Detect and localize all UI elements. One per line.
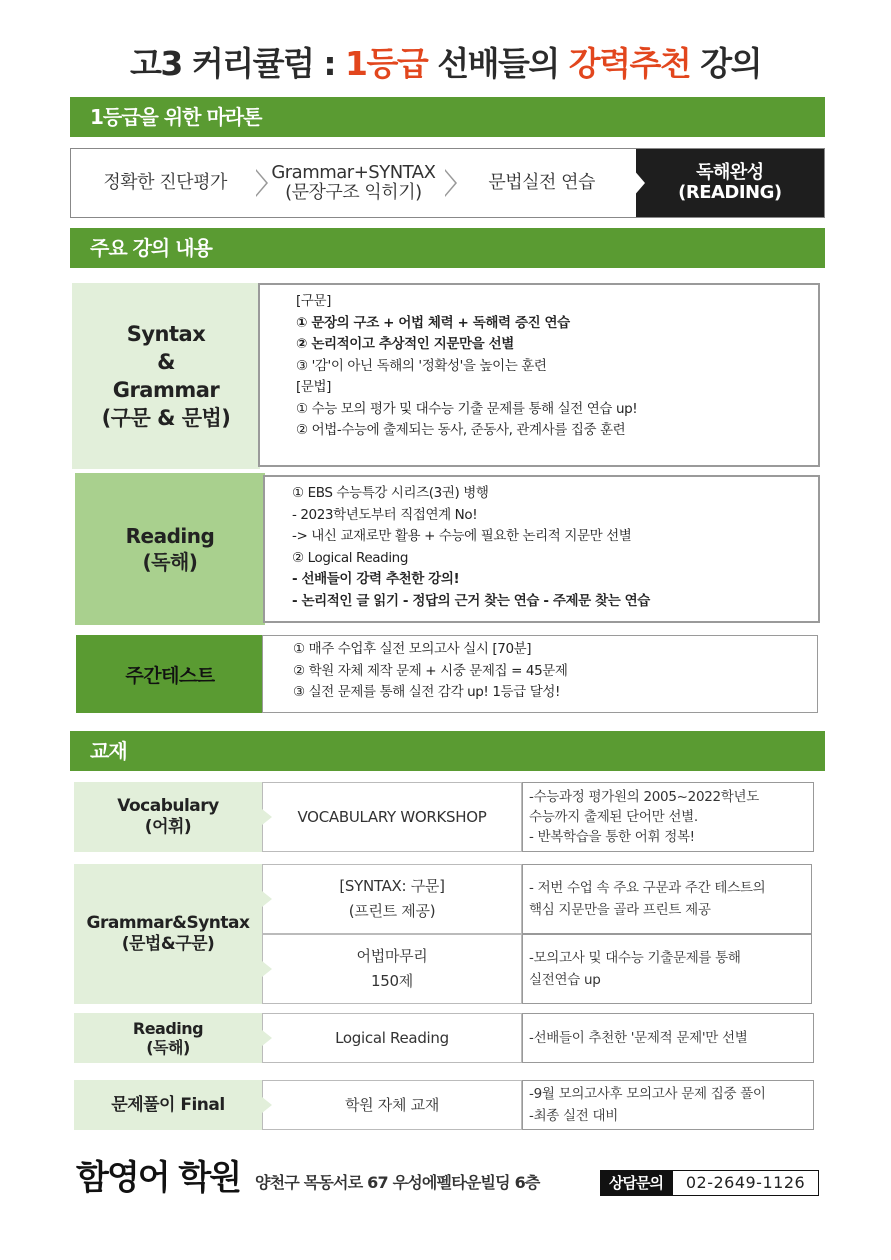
textbook-syntax-desc: - 저번 수업 속 주요 구문과 주간 테스트의 핵심 지문만을 골라 프린트 제공 [522, 864, 812, 934]
content-line: [문법] [296, 379, 332, 395]
textbook-reading-title: Logical Reading [262, 1013, 522, 1063]
label-reading: Reading (독해) [75, 473, 265, 625]
content-line: ① 문장의 구조 + 어법 체력 + 독해력 증진 연습 [296, 314, 570, 331]
textbook-label-reading: Reading (독해) [74, 1013, 262, 1063]
textbook-grammar-title: 어법마무리 150제 [262, 934, 522, 1004]
phone-number[interactable]: 02-2649-1126 [672, 1170, 819, 1196]
arrow-right-icon [262, 1097, 272, 1113]
section-bar-textbook: 교재 [70, 731, 825, 771]
content-line: ① 매주 수업후 실전 모의고사 실시 [70분] [293, 641, 532, 657]
content-line: - 2023학년도부터 직접연계 No! [292, 506, 478, 523]
content-line: ② Logical Reading [292, 549, 408, 566]
content-line: ③ '감'이 아닌 독해의 '정확성'을 높이는 훈련 [296, 357, 547, 374]
arrow-right-icon [262, 891, 272, 907]
content-line: - 논리적인 글 읽기 - 정답의 근거 찾는 연습 - 주제문 찾는 연습 [292, 592, 650, 609]
content-line: ① EBS 수능특강 시리즈(3권) 병행 [292, 485, 489, 501]
content-line: ① 수능 모의 평가 및 대수능 기출 문제를 통해 실전 연습 up! [296, 400, 638, 417]
content-line: ③ 실전 문제를 통해 실전 감각 up! 1등급 달성! [293, 684, 560, 700]
section-bar-main-content: 주요 강의 내용 [70, 228, 825, 268]
chevron-right-icon [256, 169, 268, 197]
arrow-right-icon [262, 961, 272, 977]
content-line: ② 논리적이고 추상적인 지문만을 선별 [296, 336, 514, 352]
content-syntax-grammar [258, 283, 820, 467]
step-grammar-syntax: Grammar+SYNTAX (문장구조 익히기) [259, 149, 447, 217]
arrow-right-icon [262, 1030, 272, 1046]
textbook-label-final: 문제풀이 Final [74, 1080, 262, 1130]
content-reading [263, 475, 820, 623]
content-line: [구문] [296, 293, 332, 309]
textbook-reading-desc: -선배들이 추천한 '문제적 문제'만 선별 [522, 1013, 814, 1063]
chevron-right-icon [633, 169, 645, 197]
label-syntax-grammar: Syntax & Grammar (구문 & 문법) [72, 283, 260, 469]
step-diagnosis: 정확한 진단평가 [71, 149, 259, 217]
step-grammar-practice: 문법실전 연습 [448, 149, 636, 217]
textbook-syntax-title: [SYNTAX: 구문] (프린트 제공) [262, 864, 522, 934]
academy-name: 함영어 학원 [76, 1158, 241, 1198]
label-weekly-test: 주간테스트 [76, 635, 264, 713]
chevron-right-icon [445, 169, 457, 197]
content-weekly-test [262, 635, 818, 713]
inquiry-label: 상담문의 [600, 1170, 672, 1196]
section-bar-marathon: 1등급을 위한 마라톤 [70, 97, 825, 137]
textbook-vocabulary-desc: -수능과정 평가원의 2005~2022학년도 수능까지 출제된 단어만 선별. - 반복학습을 통한 어휘 정복! [522, 782, 814, 852]
content-line: -> 내신 교재로만 활용 + 수능에 필요한 논리적 지문만 선별 [292, 528, 632, 544]
step-reading: 독해완성 (READING) [636, 149, 824, 217]
content-line: ② 어법-수능에 출제되는 동사, 준동사, 관계사를 집중 훈련 [296, 422, 626, 438]
textbook-label-grammar-syntax: Grammar&Syntax (문법&구문) [74, 864, 262, 1004]
textbook-vocabulary-title: VOCABULARY WORKSHOP [262, 782, 522, 852]
content-line: - 선배들이 강력 추천한 강의! [292, 571, 460, 587]
textbook-grammar-desc: -모의고사 및 대수능 기출문제를 통해 실전연습 up [522, 934, 812, 1004]
content-line: ② 학원 자체 제작 문제 + 시중 문제집 = 45문제 [293, 662, 568, 679]
academy-address: 양천구 목동서로 67 우성에펠타운빌딩 6층 [255, 1173, 540, 1192]
textbook-final-desc: -9월 모의고사후 모의고사 문제 집중 풀이 -최종 실전 대비 [522, 1080, 814, 1130]
page-title: 고3 커리큘럼 : 1등급 선배들의 강력추천 강의 [130, 44, 761, 83]
marathon-steps [70, 148, 825, 218]
arrow-right-icon [262, 809, 272, 825]
textbook-label-vocabulary: Vocabulary (어휘) [74, 782, 262, 852]
textbook-final-title: 학원 자체 교재 [262, 1080, 522, 1130]
